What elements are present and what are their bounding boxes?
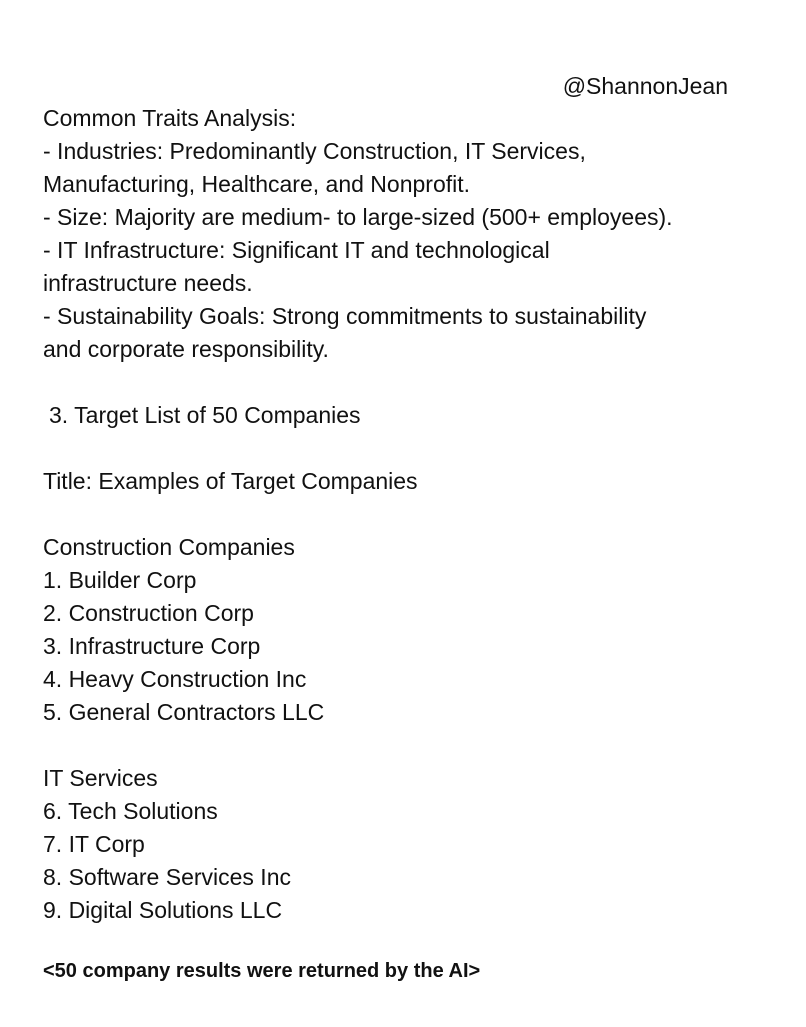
list-item: 1. Builder Corp: [43, 567, 197, 593]
traits-heading: Common Traits Analysis:: [43, 105, 297, 131]
spacer: [43, 432, 743, 465]
list-item: 4. Heavy Construction Inc: [43, 666, 307, 692]
section-title: Title: Examples of Target Companies: [43, 468, 418, 494]
traits-line: - Industries: Predominantly Construction, IT Services,: [43, 138, 586, 164]
section-heading: 3. Target List of 50 Companies: [49, 402, 361, 428]
traits-line: Manufacturing, Healthcare, and Nonprofit.: [43, 171, 471, 197]
traits-line: - Size: Majority are medium- to large-sized (500+ employees).: [43, 204, 673, 230]
spacer: [43, 498, 743, 531]
group-heading-it-services: IT Services: [43, 765, 158, 791]
group-heading-construction: Construction Companies: [43, 534, 295, 560]
list-item: 9. Digital Solutions LLC: [43, 897, 283, 923]
traits-line: - Sustainability Goals: Strong commitments to sustainability: [43, 303, 647, 329]
list-item: 8. Software Services Inc: [43, 864, 291, 890]
list-item: 3. Infrastructure Corp: [43, 633, 261, 659]
traits-line: and corporate responsibility.: [43, 336, 329, 362]
list-item: 2. Construction Corp: [43, 600, 254, 626]
author-handle: @ShannonJean: [562, 73, 728, 99]
list-item: 7. IT Corp: [43, 831, 145, 857]
traits-line: - IT Infrastructure: Significant IT and technological: [43, 237, 550, 263]
traits-line: infrastructure needs.: [43, 270, 253, 296]
list-item: 5. General Contractors LLC: [43, 699, 325, 725]
document-body: [43, 102, 743, 927]
list-item: 6. Tech Solutions: [43, 798, 218, 824]
spacer: [43, 729, 743, 762]
footer-note: <50 company results were returned by the AI>: [43, 960, 481, 982]
spacer: [43, 366, 743, 399]
